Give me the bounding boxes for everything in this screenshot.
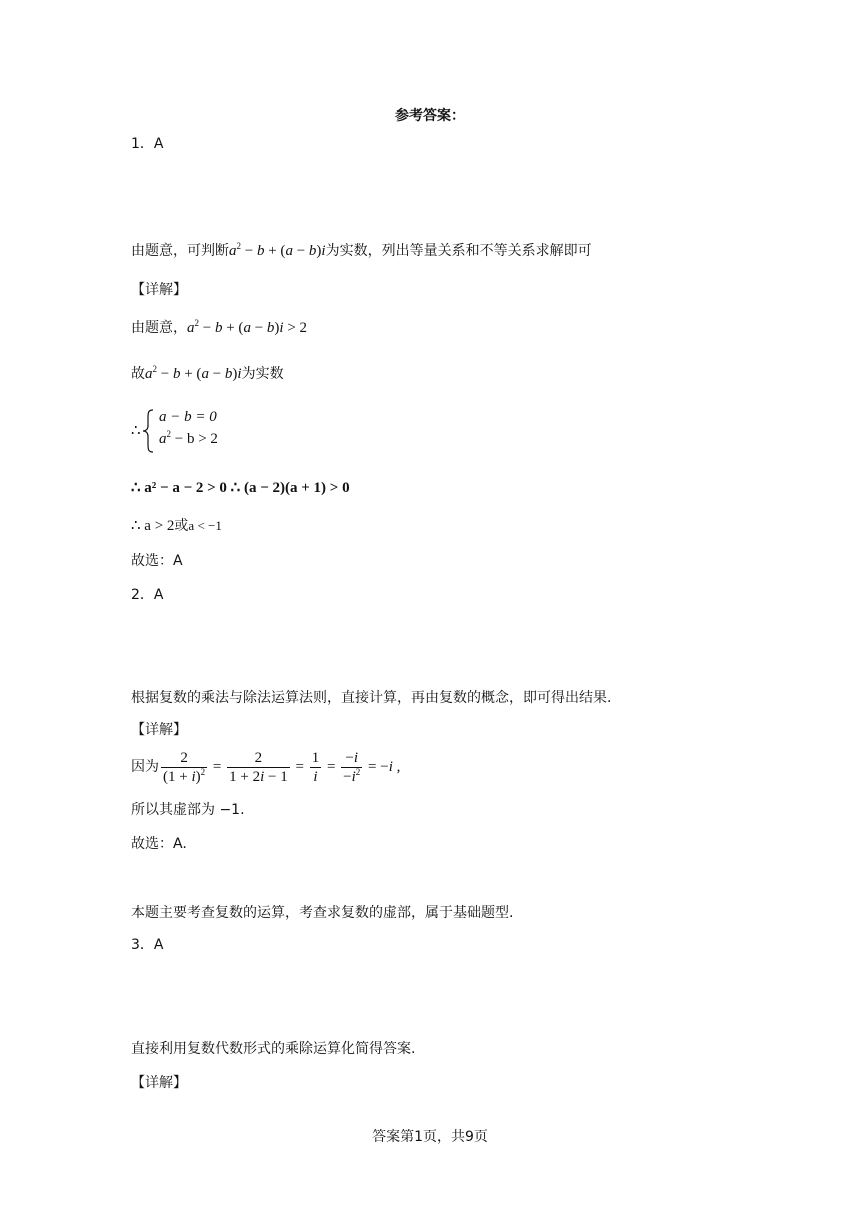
- q1-line2-suffix: 为实数: [241, 366, 284, 382]
- q1-line4: ∴ a² − a − 2 > 0 ∴ (a − 2)(a + 1) > 0: [131, 480, 350, 496]
- q3-analysis: 直接利用复数代数形式的乘除运算化简得答案.: [131, 1041, 416, 1057]
- q2-analysis: 根据复数的乘法与除法运算法则，直接计算，再由复数的概念，即可得出结果.: [131, 690, 612, 706]
- q2-equation-expr: $\frac{2}{(1 + i)^2}$ = $\frac{2}{1 + 2i - 1}$ = $\frac{1}{i}$ = $\frac{-i}{-i^2}$ = −i ,: [163, 750, 401, 786]
- q1-line1-prefix: 由题意，: [131, 320, 187, 336]
- q1-line1-expr: $a^2 - b + (a - b)i > 2$: [187, 318, 308, 336]
- q1-line5: [131, 516, 222, 536]
- q2-detail-heading: 【详解】: [131, 722, 187, 738]
- q1-case-2-rhs: − b > 2: [174, 431, 218, 447]
- q2-choice: 故选：A.: [131, 836, 187, 852]
- q1-case-2: $a^2 - b > 2$: [159, 429, 218, 447]
- q1-analysis: [131, 241, 592, 261]
- q1-choice: 故选：A: [131, 553, 183, 569]
- q1-detail-heading: 【详解】: [131, 282, 187, 298]
- page-footer: 答案第1页，共9页: [372, 1129, 488, 1145]
- q2-because: 因为: [131, 759, 159, 775]
- q2-comment: 本题主要考查复数的运算，考查求复数的虚部，属于基础题型.: [131, 905, 514, 921]
- answer-label-1: 1．A: [131, 136, 164, 152]
- q1-line5-a: ∴ a > 2: [131, 518, 175, 534]
- answer-label-3: 3．A: [131, 937, 164, 953]
- q3-detail-heading: 【详解】: [131, 1075, 187, 1091]
- q1-analysis-suffix: 为实数，列出等量关系和不等关系求解即可: [325, 243, 592, 259]
- brace-icon: [141, 409, 155, 453]
- q2-imag-part: 所以其虚部为 −1.: [131, 802, 245, 818]
- q1-line2: [131, 364, 284, 384]
- q1-case-1-text: a − b = 0: [159, 409, 217, 425]
- q1-line2-prefix: 故: [131, 366, 145, 382]
- q1-case-1: [159, 409, 217, 426]
- q1-line1: [131, 318, 307, 338]
- q1-analysis-prefix: 由题意，可判断: [131, 243, 229, 259]
- q2-equation: [131, 747, 400, 787]
- q1-analysis-expr: $a^2 - b + (a - b)i$: [229, 241, 326, 259]
- q1-line5-or: 或: [174, 518, 189, 534]
- answer-label-2: 2．A: [131, 587, 164, 603]
- q1-line5-b: a < −1: [188, 518, 222, 533]
- page-title: 参考答案：: [395, 108, 465, 124]
- q1-therefore: ∴: [131, 423, 141, 439]
- q1-line2-expr: $a^2 - b + (a - b)i$: [145, 364, 242, 382]
